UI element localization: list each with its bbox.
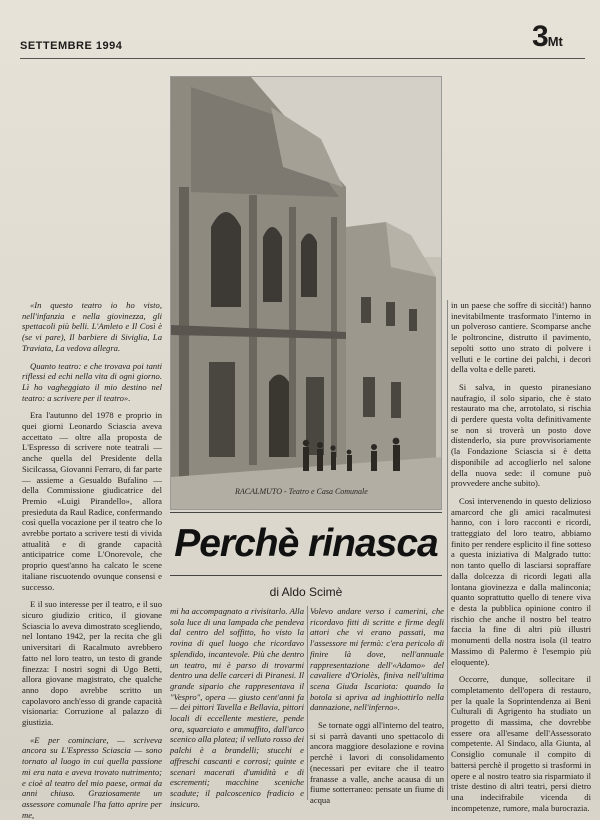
paragraph: «In questo teatro io ho visto, nell'infanzia e nella giovinezza, gli spettacoli più belli. L'Amleto e Il Così è (se vi pare), Il barbiere di Siviglia, La Traviata, La vedova allegra. bbox=[22, 300, 162, 353]
paragraph: Se tornate oggi all'interno del teatro, si si parrà davanti uno spettacolo di ancora maggiore desolazione e rovina perchè i lavori di consolidamento (necessari per evitare che il teatro franasse a valle, anche acausa di un fiume sotterraneo: pensate un fiume di acqua bbox=[310, 720, 444, 805]
photo-caption: RACALMUTO - Teatro e Casa Comunale bbox=[235, 487, 368, 496]
paragraph: E il suo interesse per il teatro, e il suo sicuro giudizio critico, il giovane Sciascia lo aveva dimostrato scegliendo, nel lontano 1942, per la recita che gli universitari di Racalmuto avrebbero fatto nel loro teatro, un testo di grande finezza: I nostri sogni di Ugo Betti, allora giovane magistrato, che qualche anno dopo avrebbe scritto un capolavoro anch'esso di grande capacità visionaria: Corruzione al palazzo di giustizia. bbox=[22, 599, 162, 728]
article-column-middle-1 bbox=[170, 606, 304, 809]
theatre-illustration bbox=[171, 77, 441, 509]
paragraph: Occorre, dunque, sollecitare il completamento dell'opera di restauro, per la quale la Soprintendenza ai Beni Culturali di Agrigento ha studiato un progetto di massima, che dovrebbe essere ora all'esame dell'Assessorato competente. Al Sindaco, alla Giunta, al Consiglio comunale il compito di battersi perchè il progetto si trasformi in opere e al nostro teatro sia risparmiato il triste destino di altri teatri, persi dietro una indecifrabile vicenda di incompetenze, rumore, mala burocrazia. bbox=[451, 674, 591, 813]
issue-date: SETTEMBRE 1994 bbox=[20, 40, 123, 52]
article-column-right bbox=[451, 300, 591, 813]
article-column-left bbox=[22, 300, 162, 820]
paragraph: in un paese che soffre di siccità!) hanno inevitabilmente trasformato l'interno in un polveroso cantiere. Scomparse anche le poltroncine, distrutto il pavimento, sepolti sotto uno strato di polvere i velluti e le cortine dei palchi, i decori della volta e delle pareti. bbox=[451, 300, 591, 375]
paragraph: Era l'autunno del 1978 e proprio in quei giorni Leonardo Sciascia aveva accettato — oltre alla proposta de L'Espresso di scrivere note teatrali — anche quella del Presidente della Sicilcassa, Giovanni Ferraro, di far parte — assieme a Gesualdo Bufalino — della Commissione giudicatrice del Premio «Luigi Pirandello», allora presieduta da Raul Radice, confermando così quella vocazione per il teatro che lo avrebbe portato a scrivere testi di vivida attualità e di grande capacità anticipatrice come L'Onorevole, che proprio quest'anno ha calcato le scene italiane riscuotendo ovunque consensi e successo. bbox=[22, 410, 162, 592]
magazine-logo bbox=[532, 22, 563, 57]
logo-letters: Mt bbox=[547, 34, 563, 49]
logo-number: 3 bbox=[532, 20, 548, 53]
article-byline: di Aldo Scimè bbox=[269, 585, 343, 599]
paragraph: Così intervenendo in questo delizioso amarcord che gli amici racalmutesi hanno, con i loro racconti e ricordi, tratteggiato del loro teatro, abbiamo finito per rendere esplicito il fine sotteso a questa iniziativa di Malgrado tutto: non tanto quello di lasciarsi sopraffare dalla dolcezza di ricordi legati alla lontana giovinezza e dalla malinconia; quanto soprattutto quello di tenere viva e desta la pubblica opinione contro il rischio che anche il nostro bel teatro faccia la fine di altri più illustri monumenti della nostra isola (il teatro Massimo di Palermo è l'esempio più eloquente). bbox=[451, 495, 591, 667]
column-divider bbox=[307, 606, 308, 800]
paragraph: Quanto teatro: e che trovava poi tanti riflessi ed echi nella vita di ogni giorno. Lì ho vagheggiato il mio destino nel teatro: a scrivere per il teatro». bbox=[22, 360, 162, 403]
header-rule bbox=[20, 58, 585, 59]
article-title: Perchè rinasca bbox=[174, 522, 438, 565]
theatre-photo bbox=[170, 76, 442, 510]
paragraph: Si salva, in questo piranesiano naufragio, il solo sipario, che è stato restaurato ma che, arrotolato, si rischia di perdere questa volta definitivamente se non si troverà un posto dove distenderlo, sia pure provvisoriamente (la Fondazione Sciascia si è detta disponibile ad accoglierlo nel salone della nuova sede: il comune può provvedere anche subito). bbox=[451, 381, 591, 489]
title-box bbox=[170, 512, 442, 576]
article-column-middle-2 bbox=[310, 606, 444, 805]
paragraph: Volevo andare verso i camerini, che ricordavo fitti di scritte e firme degli attori che vi erano passati, ma l'assessore mi fermò: c'era pericolo di finire là dove, nell'annuale rappresentazione dell'«Adamo» del cavaliere d'Oriolès, finiva nell'ultima scena Giuda Iscariota: quando la botola si apriva ad inghiottirlo nella dannazione, nell'inferno». bbox=[310, 606, 444, 713]
paragraph: mi ha accompagnato a rivisitarlo. Alla sola luce di una lampada che pendeva dal centro del soffitto, ho visto la rovina di quel luogo che ricordavo splendido, incantevole. Più che dentro un teatro, mi è parso di trovarmi dentro una delle carceri di Piranesi. Il grande sipario che rappresentava il "Vespro", opera — giusto cent'anni fa — dei pittori Tavella e Bellavia, pittori locali di eccellente mestiere, pende ora, squarciato e ammuffito, dall'arco scenico alla platea; il velluto rosso dei palchi è a brandelli; stucchi e affreschi cascanti e corrosi; quinte e scenari macerati d'umidità e di escrementi; macchine sceniche scadute; il palcoscenico fradicio e insicuro. bbox=[170, 606, 304, 809]
column-divider bbox=[447, 300, 448, 800]
paragraph: «E per cominciare, — scriveva ancora su L'Espresso Sciascia — sono tornato al luogo in cui quella passione mi era nata e aveva trovato nutrimento; e cioè al teatro del mio paese, ormai da anni chiuso. Graziosamente un assessore comunale l'ha fatto aprire per me, bbox=[22, 734, 162, 820]
